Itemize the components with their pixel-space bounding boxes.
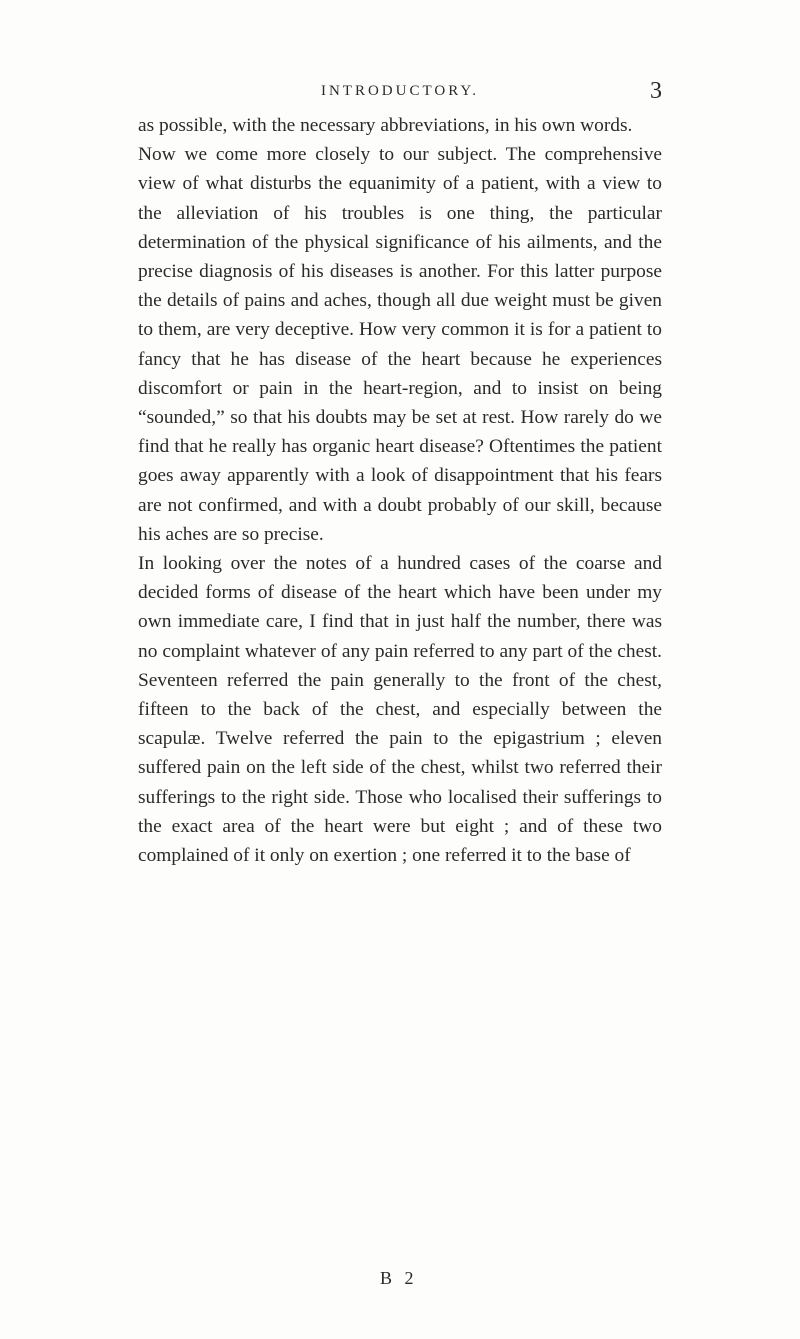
- page-number: 3: [650, 78, 662, 104]
- body-text: [138, 111, 662, 870]
- running-head: [138, 76, 662, 106]
- paragraph-case-notes: In looking over the notes of a hundred cases of the coarse and decided forms of disease of the heart which have been under my own immediate care, I find that in just half the number, there was no complaint whatever of any pain referred to any part of the chest. Seventeen referred the pain generally to the front of the chest, fifteen to the back of the chest, and especially between the scapulæ. Twelve referred the pain to the epigastrium ; eleven suffered pain on the left side of the chest, whilst two referred their sufferings to the right side. Those who localised their sufferings to the exact area of the heart were but eight ; and of these two complained of it only on exertion ; one referred it to the base of: [138, 553, 662, 867]
- running-title: INTRODUCTORY.: [320, 83, 480, 99]
- signature-mark: B 2: [380, 1268, 418, 1288]
- paragraph-subject: Now we come more closely to our subject. The comprehensive view of what disturbs the equanimity of a patient, with a view to the alleviation of his troubles is one thing, the particular determination of the physical significance of his ailments, and the precise diagnosis of his diseases is another. For this latter purpose the details of pains and aches, though all due weight must be given to them, are very deceptive. How very common it is for a patient to fancy that he has disease of the heart because he experiences discomfort or pain in the heart-region, and to insist on being “sounded,” so that his doubts may be set at rest. How rarely do we find that he really has organic heart disease? Oftentimes the patient goes away apparently with a look of disappointment that his fears are not confirmed, and with a doubt probably of our skill, because his aches are so precise.: [138, 144, 662, 545]
- paragraph-continuation: as possible, with the necessary abbreviations, in his own words.: [138, 115, 633, 136]
